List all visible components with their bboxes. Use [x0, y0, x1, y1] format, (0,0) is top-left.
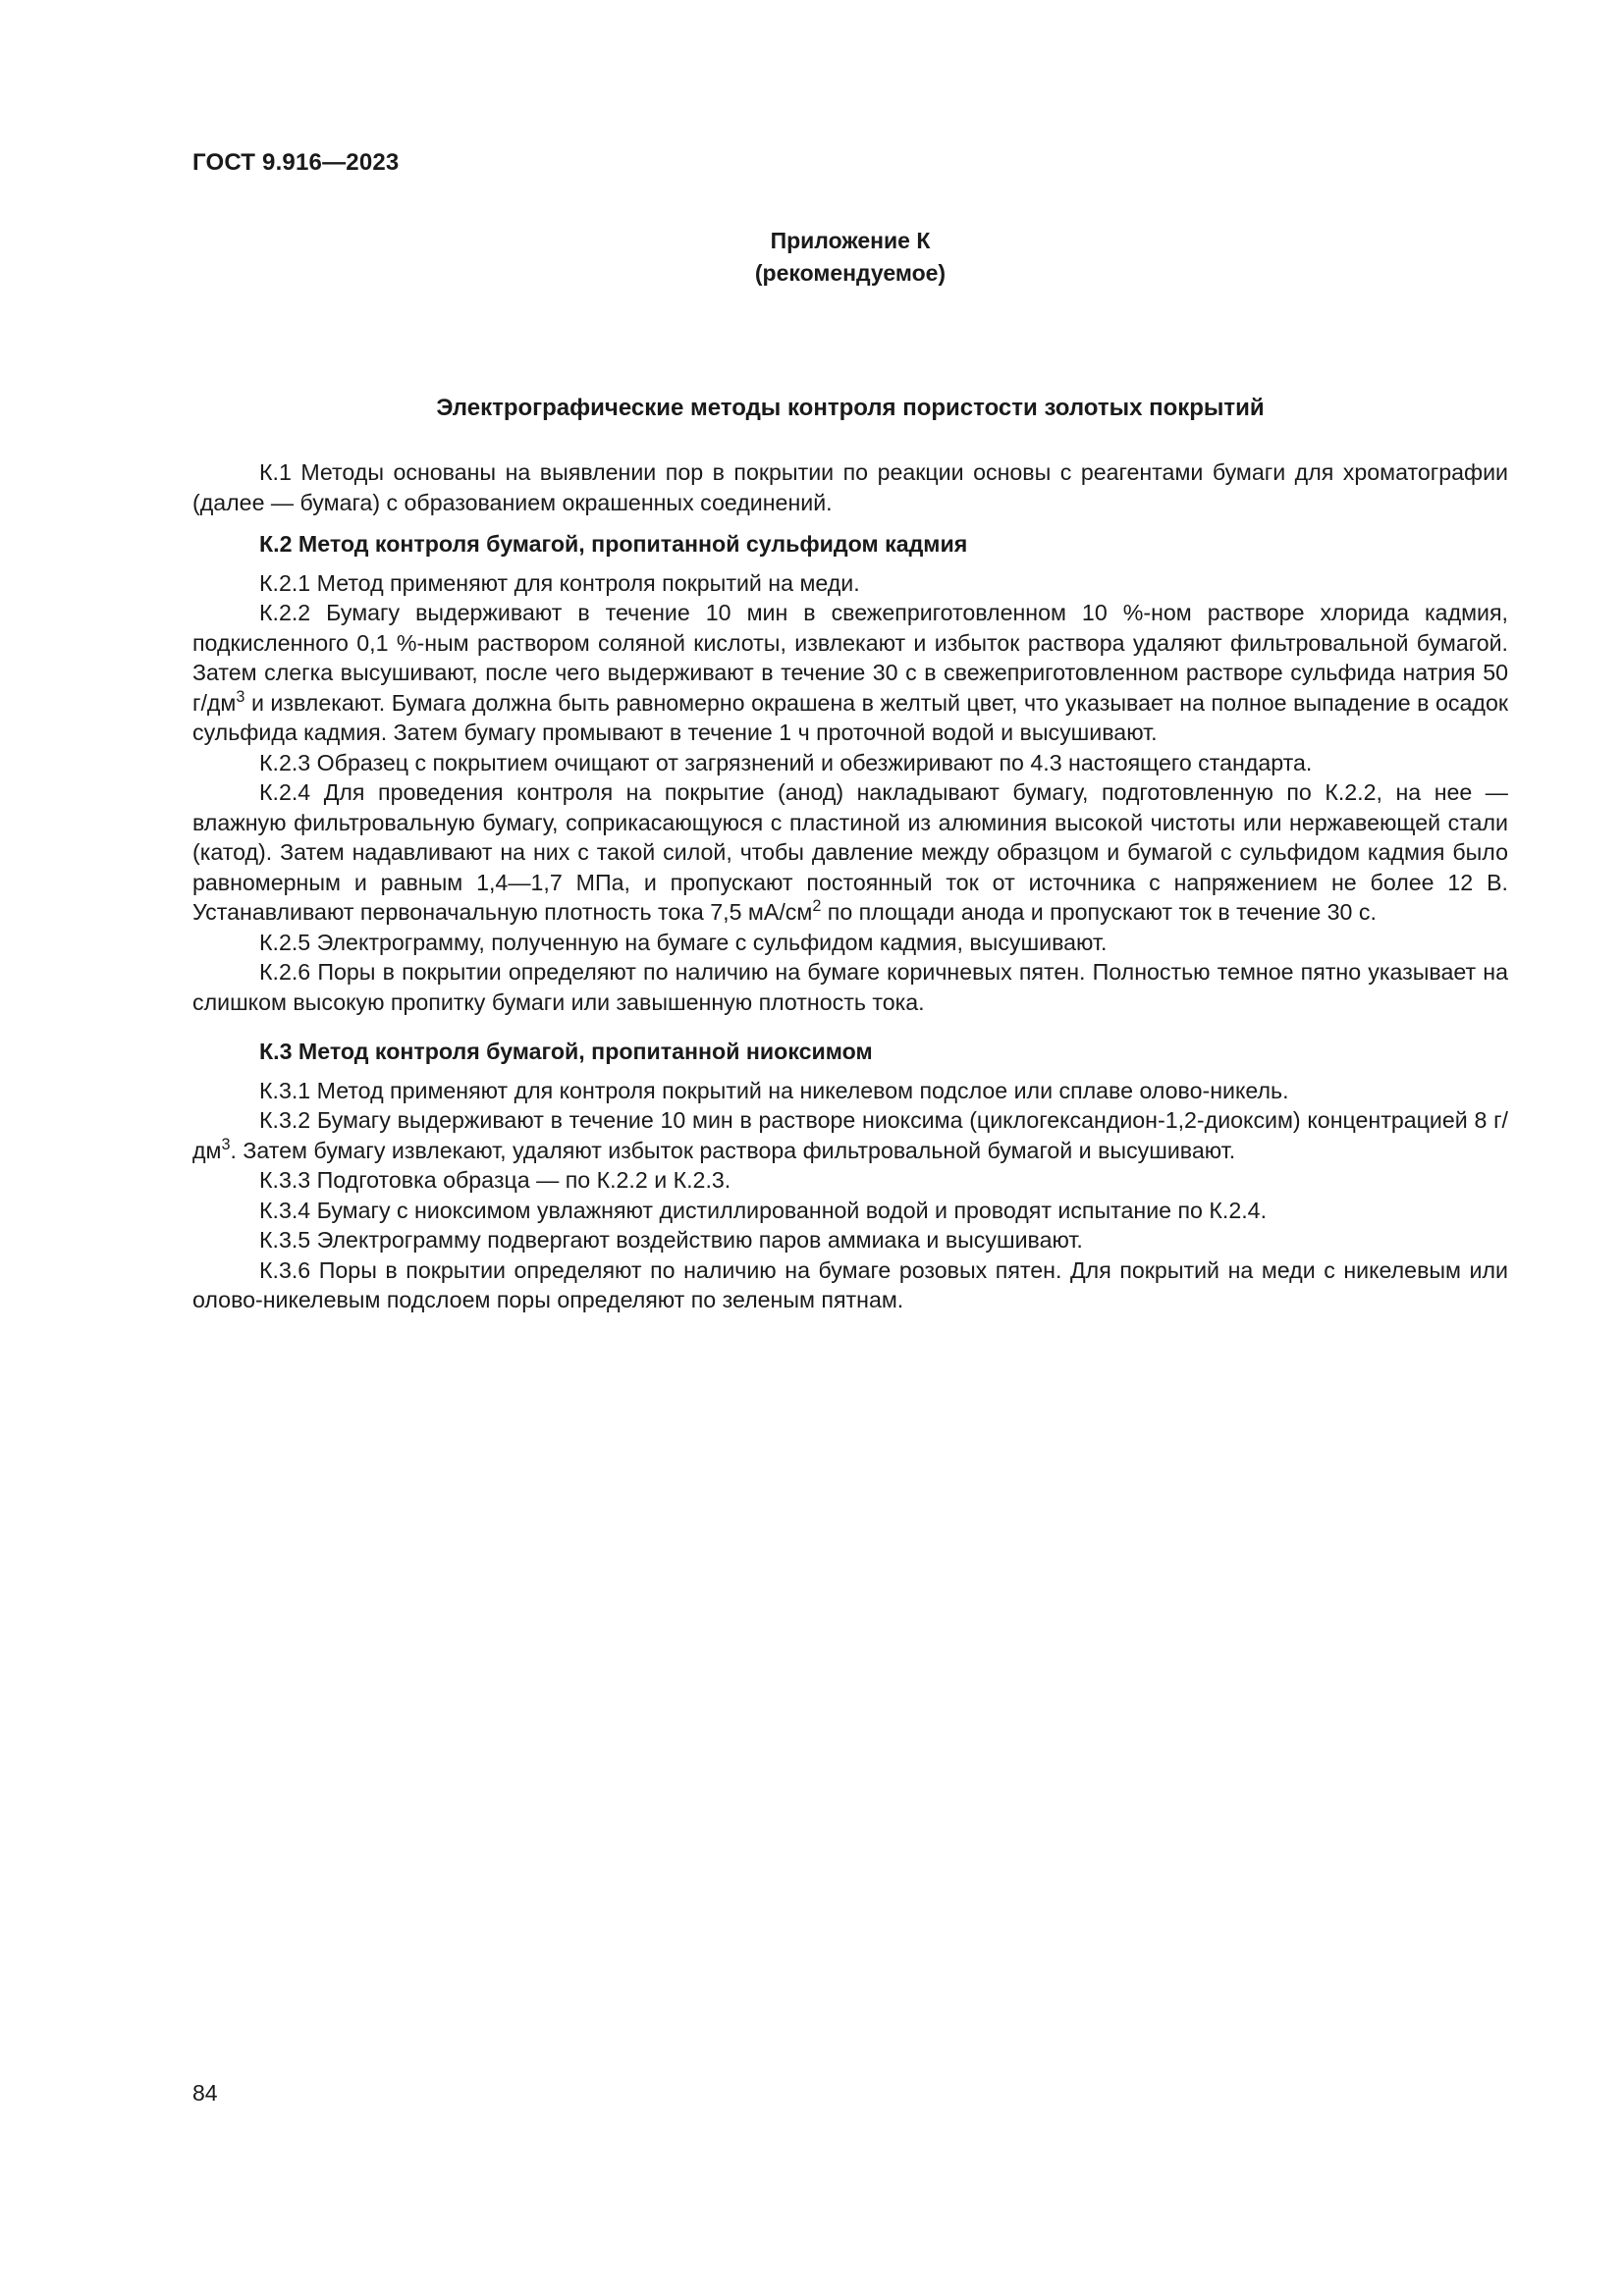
- paragraph-k3-1: К.3.1 Метод применяют для контроля покрытий на никелевом подслое или сплаве олово-никель.: [259, 1077, 1289, 1103]
- paragraph-k3-3: К.3.3 Подготовка образца — по К.2.2 и К.2.3.: [259, 1167, 731, 1193]
- paragraph-k2-3: К.2.3 Образец с покрытием очищают от загрязнений и обезжиривают по 4.3 настоящего стандарта.: [259, 749, 1313, 775]
- superscript: 3: [236, 687, 245, 706]
- paragraph-k2-2: [192, 598, 1508, 748]
- paragraph-k2-1: К.2.1 Метод применяют для контроля покрытий на меди.: [259, 569, 860, 596]
- appendix-label: Приложение К: [770, 228, 931, 253]
- paragraph-k2-2-text-a: К.2.2 Бумагу выдерживают в течение 10 мин в свежеприготовленном 10 %-ном растворе хлорида кадмия, подкисленного 0,1 %-ным раствором соляной кислоты, извлекают и избыток раствора удаляют фильтровальной бумагой. Затем слегка высушивают, после чего выдерживают в течение 30 с в свежеприготовленном растворе сульфида натрия 50 г/дм: [192, 600, 1508, 716]
- section-heading-k2: К.2 Метод контроля бумагой, пропитанной сульфидом кадмия: [259, 531, 968, 557]
- document-body: [192, 457, 1508, 1315]
- page-number: 84: [192, 2080, 218, 2106]
- paragraph-k3-2-text-b: . Затем бумагу извлекают, удаляют избыток раствора фильтровальной бумагой и высушивают.: [230, 1137, 1236, 1163]
- paragraph-k2-4-text-b: по площади анода и пропускают ток в течение 30 с.: [821, 899, 1377, 925]
- paragraph-k3-6: К.3.6 Поры в покрытии определяют по наличию на бумаге розовых пятен. Для покрытий на меди с никелевым или олово-никелевым подслоем поры определяют по зеленым пятнам.: [192, 1256, 1508, 1312]
- paragraph-k3-4: К.3.4 Бумагу с ниоксимом увлажняют дистиллированной водой и проводят испытание по К.2.4.: [259, 1197, 1268, 1223]
- paragraph-k2-4-text-a: К.2.4 Для проведения контроля на покрытие (анод) накладывают бумагу, подготовленную по К.2.2, на нее — влажную фильтровальную бумагу, соприкасающуюся с пластиной из алюминия высокой чистоты или нержавеющей стали (катод). Затем надавливают на них с такой силой, чтобы давление между образцом и бумагой с сульфидом кадмия было равномерным и равным 1,4—1,7 МПа, и пропускают постоянный ток от источника с напряжением не более 12 В. Устанавливают первоначальную плотность тока 7,5 мА/см: [192, 779, 1508, 925]
- paragraph-k2-2-text-b: и извлекают. Бумага должна быть равномерно окрашена в желтый цвет, что указывает на полное выпадение в осадок сульфида кадмия. Затем бумагу промывают в течение 1 ч проточной водой и высушивают.: [192, 689, 1508, 745]
- section-heading-k3: К.3 Метод контроля бумагой, пропитанной ниоксимом: [259, 1039, 873, 1064]
- appendix-title: Электрографические методы контроля пористости золотых покрытий: [436, 395, 1265, 421]
- paragraph-k1: К.1 Методы основаны на выявлении пор в покрытии по реакции основы с реагентами бумаги для хроматографии (далее — бумага) с образованием окрашенных соединений.: [192, 459, 1508, 515]
- standard-header: ГОСТ 9.916—2023: [192, 149, 400, 176]
- appendix-status: (рекомендуемое): [754, 260, 947, 286]
- paragraph-k3-2-text-a: К.3.2 Бумагу выдерживают в течение 10 мин в растворе ниоксима (циклогександион-1,2-диоксим) концентрацией 8 г/дм: [192, 1107, 1508, 1163]
- superscript: 2: [812, 897, 822, 916]
- paragraph-k2-5: К.2.5 Электрограмму, полученную на бумаге с сульфидом кадмия, высушивают.: [259, 929, 1108, 955]
- paragraph-k2-6: К.2.6 Поры в покрытии определяют по наличию на бумаге коричневых пятен. Полностью темное пятно указывает на слишком высокую пропитку бумаги или завышенную плотность тока.: [192, 959, 1508, 1015]
- paragraph-k2-4: [192, 777, 1508, 928]
- appendix-heading: [192, 225, 1508, 290]
- paragraph-k3-5: К.3.5 Электрограмму подвергают воздействию паров аммиака и высушивают.: [259, 1227, 1083, 1253]
- paragraph-k3-2: [192, 1105, 1508, 1165]
- superscript: 3: [221, 1135, 231, 1153]
